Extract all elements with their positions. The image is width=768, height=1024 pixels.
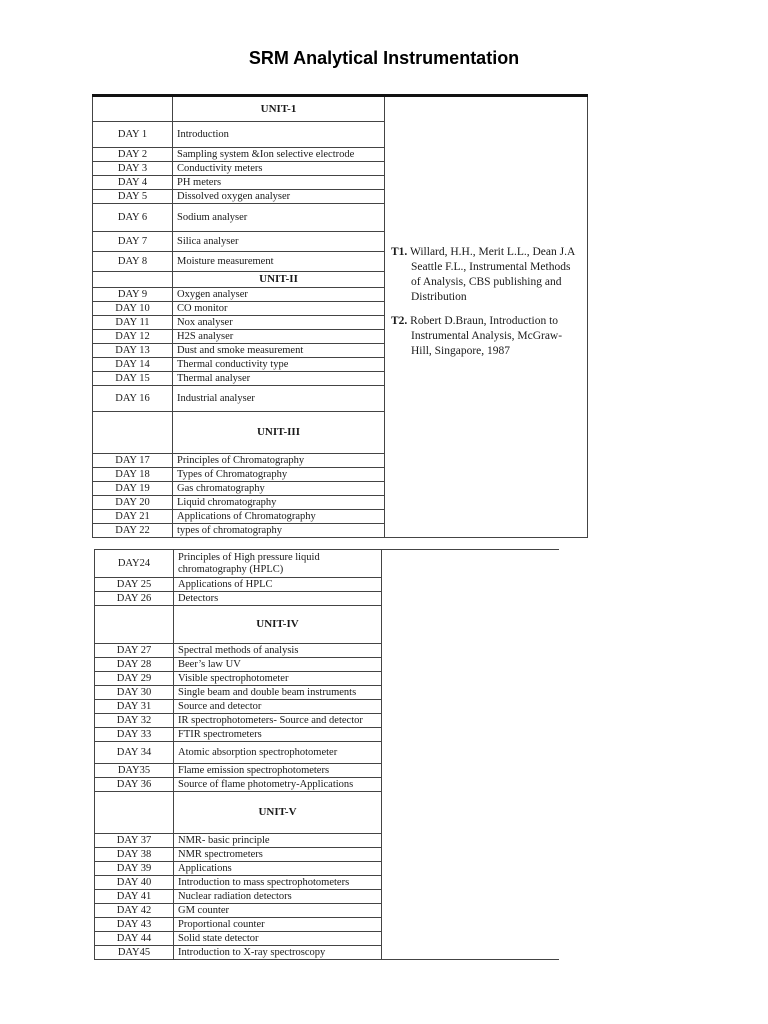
topic-cell: types of chromatography bbox=[173, 524, 385, 538]
reference-entry bbox=[391, 314, 579, 359]
topic-cell: Gas chromatography bbox=[173, 482, 385, 496]
day-cell: DAY 21 bbox=[93, 510, 173, 524]
topic-cell: FTIR spectrometers bbox=[174, 728, 382, 742]
unit-spacer-cell bbox=[93, 96, 173, 122]
day-cell: DAY 34 bbox=[95, 742, 174, 764]
reference-entry bbox=[391, 245, 579, 305]
unit-heading: UNIT-1 bbox=[173, 96, 385, 122]
topic-cell: Introduction to X-ray spectroscopy bbox=[174, 946, 382, 960]
day-cell: DAY 19 bbox=[93, 482, 173, 496]
topic-cell: Industrial analyser bbox=[173, 386, 385, 412]
topic-cell: Oxygen analyser bbox=[173, 288, 385, 302]
topic-cell: Dissolved oxygen analyser bbox=[173, 190, 385, 204]
day-cell: DAY45 bbox=[95, 946, 174, 960]
unit-spacer-cell bbox=[95, 792, 174, 834]
day-cell: DAY 42 bbox=[95, 904, 174, 918]
topic-cell: PH meters bbox=[173, 176, 385, 190]
unit-spacer-cell bbox=[93, 412, 173, 454]
unit-heading: UNIT-II bbox=[173, 272, 385, 288]
page-title: SRM Analytical Instrumentation bbox=[248, 48, 520, 68]
day-cell: DAY 13 bbox=[93, 344, 173, 358]
day-cell: DAY 20 bbox=[93, 496, 173, 510]
day-cell: DAY 26 bbox=[95, 592, 174, 606]
day-cell: DAY 28 bbox=[95, 658, 174, 672]
topic-cell: CO monitor bbox=[173, 302, 385, 316]
schedule-table-1 bbox=[92, 94, 588, 538]
day-cell: DAY 1 bbox=[93, 122, 173, 148]
topic-cell: GM counter bbox=[174, 904, 382, 918]
topic-cell: Applications bbox=[174, 862, 382, 876]
references-block bbox=[385, 97, 587, 359]
references-cell bbox=[385, 96, 588, 538]
unit-spacer-cell bbox=[93, 272, 173, 288]
topic-cell: Applications of HPLC bbox=[174, 578, 382, 592]
day-cell: DAY 16 bbox=[93, 386, 173, 412]
day-cell: DAY 40 bbox=[95, 876, 174, 890]
day-cell: DAY 5 bbox=[93, 190, 173, 204]
unit-heading: UNIT-IV bbox=[174, 606, 382, 644]
topic-cell: Types of Chromatography bbox=[173, 468, 385, 482]
day-cell: DAY 29 bbox=[95, 672, 174, 686]
day-cell: DAY 25 bbox=[95, 578, 174, 592]
day-cell: DAY 10 bbox=[93, 302, 173, 316]
topic-cell: Flame emission spectrophotometers bbox=[174, 764, 382, 778]
topic-cell: Source of flame photometry-Applications bbox=[174, 778, 382, 792]
day-cell: DAY 17 bbox=[93, 454, 173, 468]
topic-cell: Visible spectrophotometer bbox=[174, 672, 382, 686]
day-cell: DAY 39 bbox=[95, 862, 174, 876]
topic-cell: NMR spectrometers bbox=[174, 848, 382, 862]
topic-cell: Moisture measurement bbox=[173, 252, 385, 272]
topic-cell: Principles of High pressure liquid chromatography (HPLC) bbox=[174, 550, 382, 578]
day-cell: DAY 4 bbox=[93, 176, 173, 190]
day-cell: DAY 41 bbox=[95, 890, 174, 904]
day-cell: DAY 32 bbox=[95, 714, 174, 728]
topic-cell: Introduction bbox=[173, 122, 385, 148]
day-cell: DAY 38 bbox=[95, 848, 174, 862]
day-cell: DAY 36 bbox=[95, 778, 174, 792]
topic-cell: H2S analyser bbox=[173, 330, 385, 344]
topic-cell: Applications of Chromatography bbox=[173, 510, 385, 524]
day-cell: DAY 7 bbox=[93, 232, 173, 252]
day-cell: DAY24 bbox=[95, 550, 174, 578]
empty-reference-cell bbox=[382, 550, 559, 960]
topic-cell: Thermal analyser bbox=[173, 372, 385, 386]
topic-cell: Sampling system &Ion selective electrode bbox=[173, 148, 385, 162]
topic-cell: Nox analyser bbox=[173, 316, 385, 330]
topic-cell: Single beam and double beam instruments bbox=[174, 686, 382, 700]
day-cell: DAY 15 bbox=[93, 372, 173, 386]
topic-cell: Silica analyser bbox=[173, 232, 385, 252]
topic-cell: Thermal conductivity type bbox=[173, 358, 385, 372]
topic-cell: Proportional counter bbox=[174, 918, 382, 932]
topic-cell: Spectral methods of analysis bbox=[174, 644, 382, 658]
reference-label: T2. bbox=[391, 315, 408, 327]
topic-cell: Detectors bbox=[174, 592, 382, 606]
day-cell: DAY 22 bbox=[93, 524, 173, 538]
day-cell: DAY 44 bbox=[95, 932, 174, 946]
topic-cell: Atomic absorption spectrophotometer bbox=[174, 742, 382, 764]
topic-cell: Principles of Chromatography bbox=[173, 454, 385, 468]
day-cell: DAY 6 bbox=[93, 204, 173, 232]
topic-cell: Dust and smoke measurement bbox=[173, 344, 385, 358]
topic-cell: Sodium analyser bbox=[173, 204, 385, 232]
topic-cell: Introduction to mass spectrophotometers bbox=[174, 876, 382, 890]
day-cell: DAY 2 bbox=[93, 148, 173, 162]
day-cell: DAY 31 bbox=[95, 700, 174, 714]
unit-spacer-cell bbox=[95, 606, 174, 644]
day-cell: DAY 3 bbox=[93, 162, 173, 176]
day-cell: DAY 11 bbox=[93, 316, 173, 330]
reference-text: Willard, H.H., Merit L.L., Dean J.A Seattle F.L., Instrumental Methods of Analysis, CBS publishing and Distribution bbox=[409, 246, 575, 303]
day-cell: DAY 9 bbox=[93, 288, 173, 302]
topic-cell: Nuclear radiation detectors bbox=[174, 890, 382, 904]
topic-cell: Conductivity meters bbox=[173, 162, 385, 176]
day-cell: DAY 33 bbox=[95, 728, 174, 742]
schedule-table-2 bbox=[94, 549, 559, 960]
day-cell: DAY 14 bbox=[93, 358, 173, 372]
topic-cell: Solid state detector bbox=[174, 932, 382, 946]
day-cell: DAY 30 bbox=[95, 686, 174, 700]
day-cell: DAY 12 bbox=[93, 330, 173, 344]
day-cell: DAY 27 bbox=[95, 644, 174, 658]
topic-cell: Beer’s law UV bbox=[174, 658, 382, 672]
topic-cell: NMR- basic principle bbox=[174, 834, 382, 848]
day-cell: DAY35 bbox=[95, 764, 174, 778]
unit-heading: UNIT-III bbox=[173, 412, 385, 454]
reference-text: Robert D.Braun, Introduction to Instrumental Analysis, McGraw-Hill, Singapore, 1987 bbox=[410, 315, 563, 357]
day-cell: DAY 37 bbox=[95, 834, 174, 848]
table-row bbox=[95, 550, 559, 578]
topic-cell: Source and detector bbox=[174, 700, 382, 714]
topic-cell: Liquid chromatography bbox=[173, 496, 385, 510]
topic-cell: IR spectrophotometers- Source and detector bbox=[174, 714, 382, 728]
reference-label: T1. bbox=[391, 246, 408, 258]
unit-heading: UNIT-V bbox=[174, 792, 382, 834]
day-cell: DAY 8 bbox=[93, 252, 173, 272]
day-cell: DAY 43 bbox=[95, 918, 174, 932]
unit-header-row bbox=[93, 96, 588, 122]
day-cell: DAY 18 bbox=[93, 468, 173, 482]
